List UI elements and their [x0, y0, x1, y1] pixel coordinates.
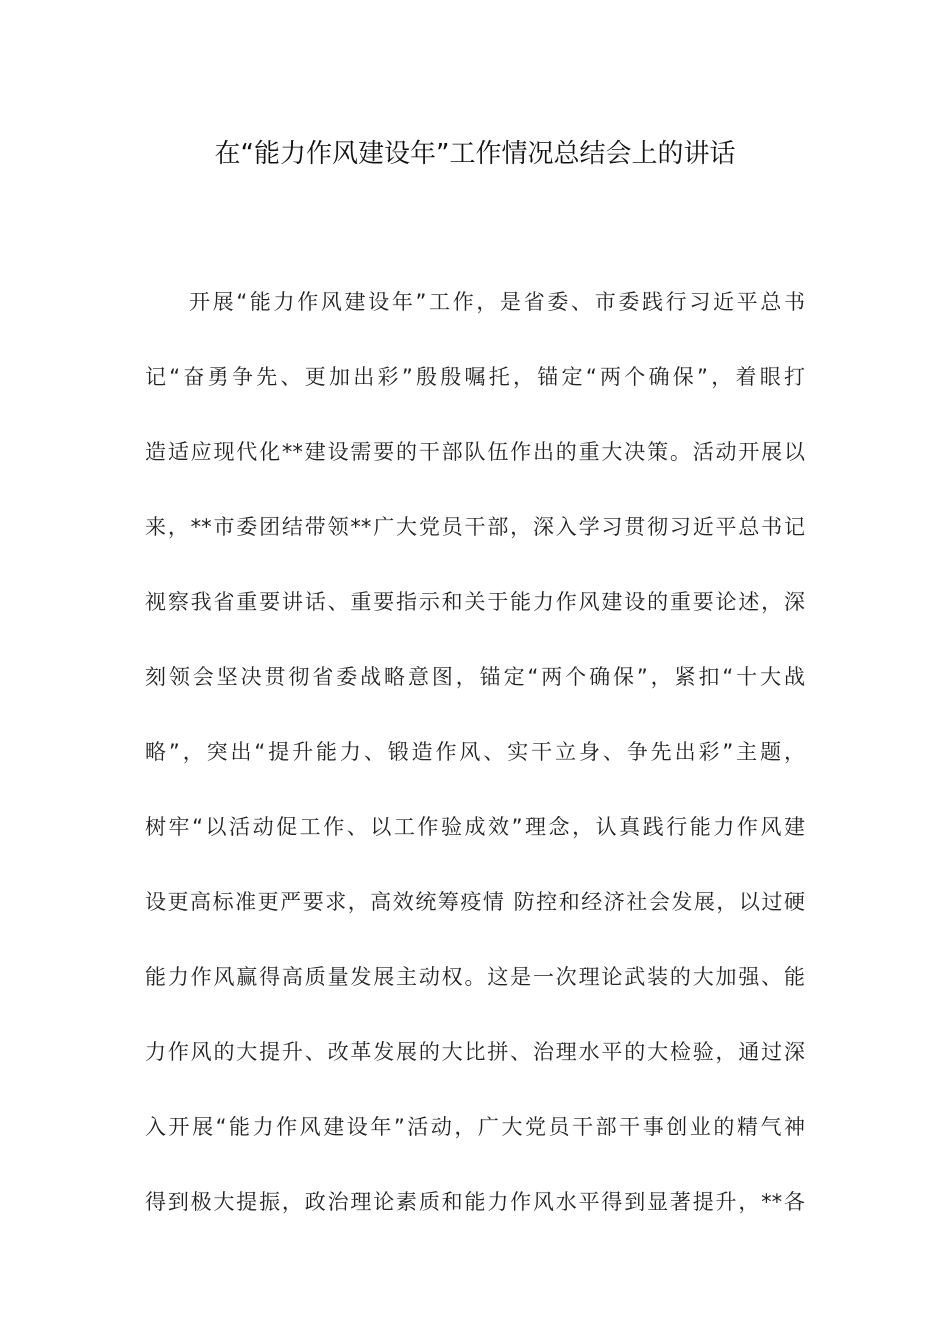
body-line-4: 来，**市委团结带领**广大党员干部，深入学习贯彻习近平总书记	[145, 515, 805, 539]
document-body	[145, 283, 805, 1258]
body-line-5: 视察我省重要讲话、重要指示和关于能力作风建设的重要论述，深	[145, 590, 805, 614]
body-line-12: 入开展“能力作风建设年”活动，广大党员干部干事创业的精气神	[145, 1115, 805, 1139]
body-line-11: 力作风的大提升、改革发展的大比拼、治理水平的大检验，通过深	[145, 1040, 805, 1064]
body-line-7: 略”，突出“提升能力、锻造作风、实干立身、争先出彩”主题，	[145, 740, 805, 764]
body-line-9: 设更高标准更严要求，高效统筹疫情 防控和经济社会发展，以过硬	[145, 890, 805, 914]
body-line-1: 开展“能力作风建设年”工作，是省委、市委践行习近平总书	[189, 290, 805, 314]
body-line-2: 记“奋勇争先、更加出彩”殷殷嘱托，锚定“两个确保”，着眼打	[145, 365, 805, 389]
body-line-3: 造适应现代化**建设需要的干部队伍作出的重大决策。活动开展以	[145, 440, 805, 464]
body-line-8: 树牢“以活动促工作、以工作验成效”理念，认真践行能力作风建	[145, 815, 805, 839]
document-title: 在“能力作风建设年”工作情况总结会上的讲话	[214, 139, 736, 169]
body-line-13: 得到极大提振，政治理论素质和能力作风水平得到显著提升，**各	[145, 1190, 805, 1214]
body-line-6: 刻领会坚决贯彻省委战略意图，锚定“两个确保”，紧扣“十大战	[145, 665, 805, 689]
body-line-10: 能力作风赢得高质量发展主动权。这是一次理论武装的大加强、能	[145, 965, 805, 989]
